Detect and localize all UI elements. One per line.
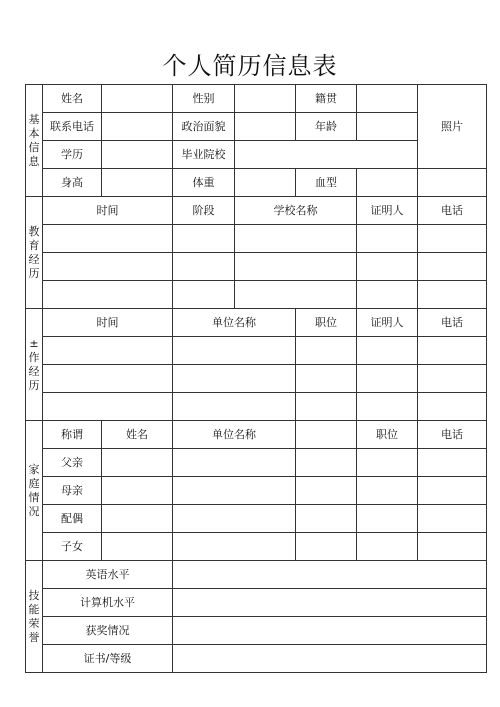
section-label-family: 家 庭 情 况 <box>26 421 43 561</box>
field-blood-type[interactable] <box>357 169 418 197</box>
skill-field-computer[interactable] <box>173 589 487 617</box>
family-cell[interactable] <box>102 449 173 477</box>
edu-cell[interactable] <box>235 281 357 309</box>
edu-cell[interactable] <box>235 225 357 253</box>
edu-cell[interactable] <box>43 253 173 281</box>
section-label-basic: 基 本 信 息 <box>26 85 43 197</box>
family-header-blank <box>296 421 357 449</box>
label-native-place: 籍贯 <box>296 85 357 113</box>
edu-cell[interactable] <box>43 281 173 309</box>
section-label-education: 教 育 经 历 <box>26 197 43 309</box>
label-age: 年龄 <box>296 113 357 141</box>
work-cell[interactable] <box>418 393 487 421</box>
edu-cell[interactable] <box>173 253 235 281</box>
family-cell[interactable] <box>173 505 296 533</box>
work-cell[interactable] <box>173 337 296 365</box>
family-header-phone: 电话 <box>418 421 487 449</box>
skill-label-awards: 获奖情况 <box>43 617 173 645</box>
family-cell[interactable] <box>418 505 487 533</box>
family-cell[interactable] <box>102 505 173 533</box>
edu-cell[interactable] <box>43 225 173 253</box>
label-gender: 性别 <box>173 85 235 113</box>
family-cell[interactable] <box>357 477 418 505</box>
field-school[interactable] <box>235 141 418 169</box>
label-weight: 体重 <box>173 169 235 197</box>
family-cell[interactable] <box>357 449 418 477</box>
edu-cell[interactable] <box>173 225 235 253</box>
work-cell[interactable] <box>173 393 296 421</box>
field-political-status[interactable] <box>235 113 296 141</box>
work-cell[interactable] <box>357 393 418 421</box>
skill-label-english: 英语水平 <box>43 561 173 589</box>
skill-label-computer: 计算机水平 <box>43 589 173 617</box>
edu-cell[interactable] <box>418 225 487 253</box>
family-cell[interactable] <box>357 533 418 561</box>
field-phone[interactable] <box>102 113 173 141</box>
family-relation: 子女 <box>43 533 102 561</box>
family-cell[interactable] <box>357 505 418 533</box>
work-header-company: 单位名称 <box>173 309 296 337</box>
edu-header-stage: 阶段 <box>173 197 235 225</box>
edu-header-phone: 电话 <box>418 197 487 225</box>
table-row <box>26 281 487 309</box>
work-cell[interactable] <box>173 365 296 393</box>
work-header-referee: 证明人 <box>357 309 418 337</box>
edu-cell[interactable] <box>357 281 418 309</box>
label-political-status: 政治面貌 <box>173 113 235 141</box>
label-height: 身高 <box>43 169 102 197</box>
edu-cell[interactable] <box>418 253 487 281</box>
page-title: 个人简历信息表 <box>162 52 338 80</box>
family-relation: 母亲 <box>43 477 102 505</box>
label-phone: 联系电话 <box>43 113 102 141</box>
label-name: 姓名 <box>43 85 102 113</box>
field-education[interactable] <box>102 141 173 169</box>
field-extra[interactable] <box>418 169 487 197</box>
family-cell[interactable] <box>418 533 487 561</box>
table-row <box>26 225 487 253</box>
resume-form-table <box>25 84 487 673</box>
field-height[interactable] <box>102 169 173 197</box>
skill-label-certificates: 证书/等级 <box>43 645 173 673</box>
work-cell[interactable] <box>296 393 357 421</box>
label-school: 毕业院校 <box>173 141 235 169</box>
edu-cell[interactable] <box>357 253 418 281</box>
work-cell[interactable] <box>43 393 173 421</box>
family-header-company: 单位名称 <box>173 421 296 449</box>
family-cell[interactable] <box>296 505 357 533</box>
section-label-skills: 技 能 荣 誉 <box>26 561 43 673</box>
family-cell[interactable] <box>296 449 357 477</box>
family-header-relation: 称谓 <box>43 421 102 449</box>
work-header-phone: 电话 <box>418 309 487 337</box>
family-cell[interactable] <box>173 449 296 477</box>
field-weight[interactable] <box>235 169 296 197</box>
family-relation: 父亲 <box>43 449 102 477</box>
family-cell[interactable] <box>418 477 487 505</box>
field-name[interactable] <box>102 85 173 113</box>
table-row <box>26 253 487 281</box>
table-row <box>26 477 487 505</box>
family-cell[interactable] <box>296 477 357 505</box>
family-cell[interactable] <box>296 533 357 561</box>
table-row <box>26 337 487 365</box>
family-cell[interactable] <box>102 533 173 561</box>
field-native-place[interactable] <box>357 85 418 113</box>
family-header-name: 姓名 <box>102 421 173 449</box>
family-cell[interactable] <box>173 533 296 561</box>
skill-field-awards[interactable] <box>173 617 487 645</box>
skill-field-certificates[interactable] <box>173 645 487 673</box>
work-cell[interactable] <box>357 337 418 365</box>
edu-cell[interactable] <box>173 281 235 309</box>
work-cell[interactable] <box>296 365 357 393</box>
work-header-time: 时间 <box>43 309 173 337</box>
label-education: 学历 <box>43 141 102 169</box>
field-age[interactable] <box>357 113 418 141</box>
family-relation: 配偶 <box>43 505 102 533</box>
table-row <box>26 393 487 421</box>
work-cell[interactable] <box>418 365 487 393</box>
edu-cell[interactable] <box>418 281 487 309</box>
work-cell[interactable] <box>357 365 418 393</box>
work-cell[interactable] <box>43 337 173 365</box>
edu-header-school: 学校名称 <box>235 197 357 225</box>
work-cell[interactable] <box>43 365 173 393</box>
edu-cell[interactable] <box>235 253 357 281</box>
family-header-position: 职位 <box>357 421 418 449</box>
work-cell[interactable] <box>418 337 487 365</box>
table-row <box>26 533 487 561</box>
work-cell[interactable] <box>296 337 357 365</box>
photo-box[interactable]: 照片 <box>418 85 487 169</box>
table-row <box>26 365 487 393</box>
work-header-position: 职位 <box>296 309 357 337</box>
edu-cell[interactable] <box>357 225 418 253</box>
edu-header-time: 时间 <box>43 197 173 225</box>
edu-header-referee: 证明人 <box>357 197 418 225</box>
skill-field-english[interactable] <box>173 561 487 589</box>
family-cell[interactable] <box>173 477 296 505</box>
table-row <box>26 449 487 477</box>
table-row <box>26 505 487 533</box>
label-blood-type: 血型 <box>296 169 357 197</box>
family-cell[interactable] <box>418 449 487 477</box>
field-gender[interactable] <box>235 85 296 113</box>
section-label-work: ± 作 经 历 <box>26 309 43 421</box>
family-cell[interactable] <box>102 477 173 505</box>
